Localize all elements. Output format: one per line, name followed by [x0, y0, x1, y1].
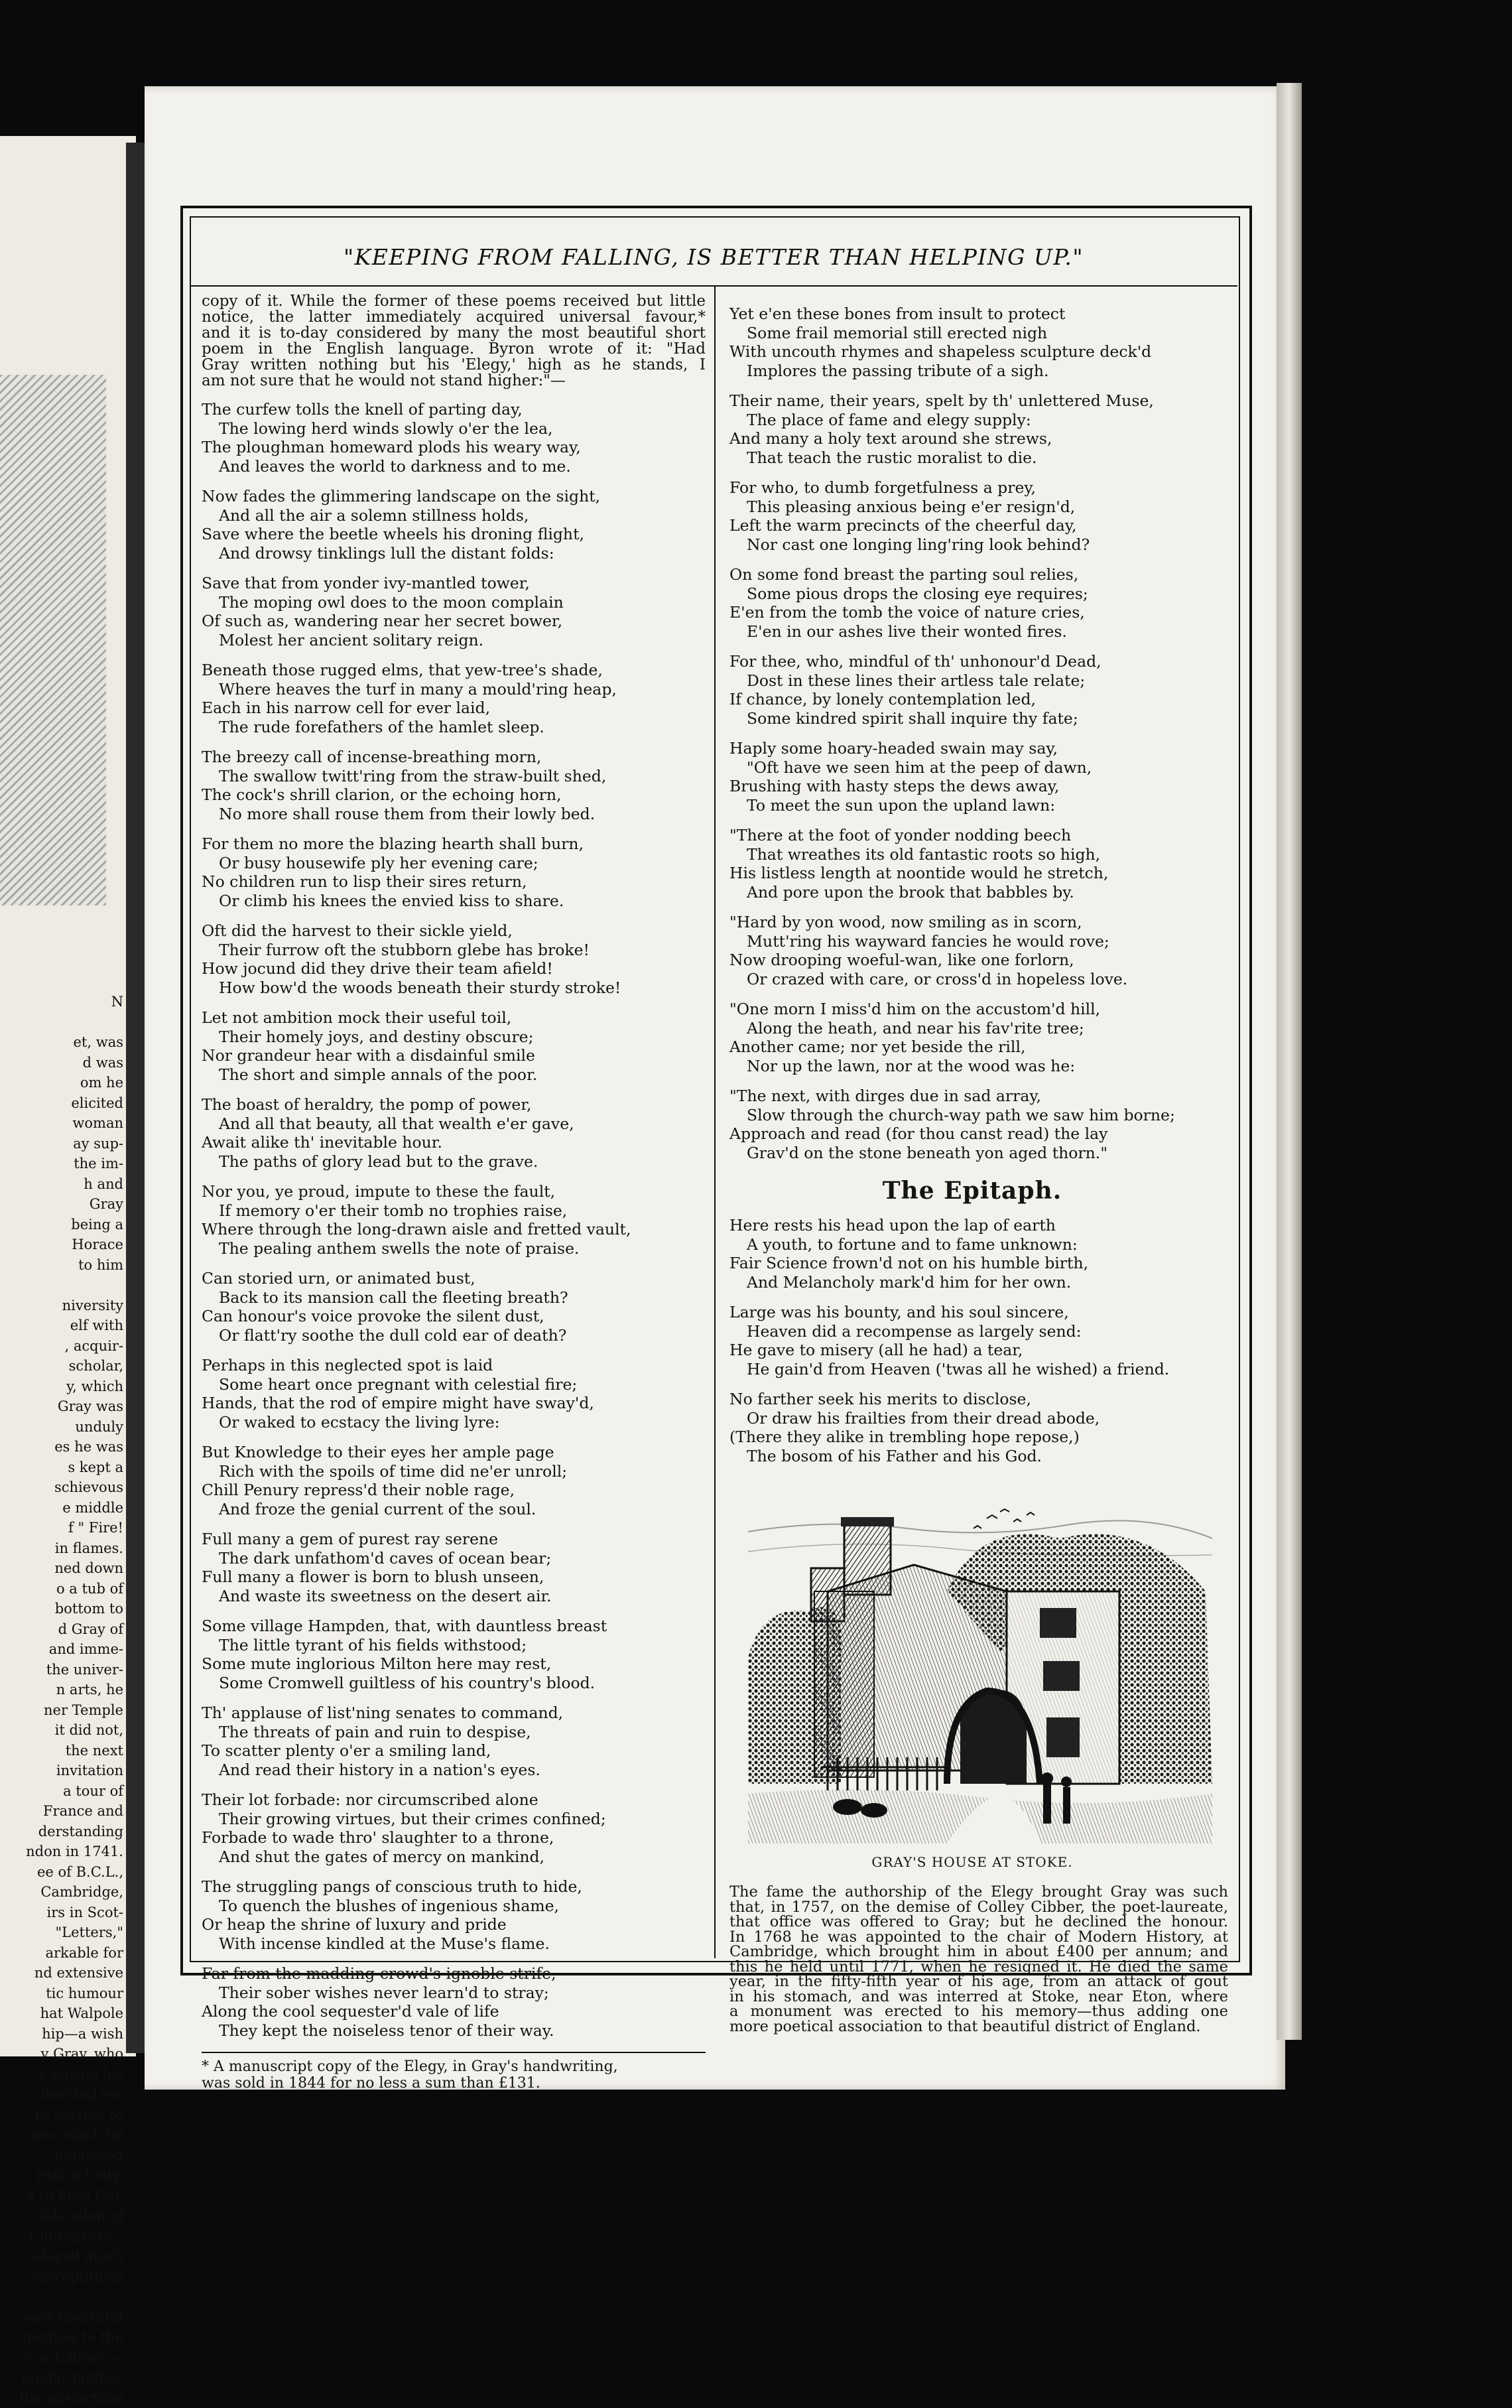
left-page-fragment: surreptitious	[4, 2267, 123, 2287]
left-page-fragment: schievous	[4, 1477, 123, 1498]
epitaph-stanza	[729, 1390, 1228, 1465]
intro-line: notice, the latter immediately acquired universal favour,*	[202, 309, 706, 325]
left-page-fragment: , acquir-	[4, 1336, 123, 1357]
verse-line: The curfew tolls the knell of parting day,	[202, 400, 706, 419]
left-page-fragment: e middle	[4, 1498, 123, 1518]
page-header-title: "KEEPING FROM FALLING, IS BETTER THAN HELPING UP."	[190, 244, 1237, 270]
verse-line: Await alike th' inevitable hour.	[202, 1133, 706, 1152]
verse-line: Full many a gem of purest ray serene	[202, 1530, 706, 1549]
left-page-fragment: hat Walpole	[4, 2003, 123, 2024]
left-page-fragment: e during his	[4, 2064, 123, 2085]
right-column	[729, 293, 1228, 2034]
verse-line: The breezy call of incense-breathing morn,	[202, 748, 706, 767]
verse-line: And leaves the world to darkness and to me.	[202, 457, 706, 476]
elegy-stanza	[202, 1877, 706, 1953]
bio-line: Cambridge, which brought him in about £400 per annum; and	[729, 1944, 1228, 1960]
epitaph-heading: The Epitaph.	[716, 1177, 1228, 1205]
verse-line: Full many a flower is born to blush unseen,	[202, 1568, 706, 1587]
verse-line: Now fades the glimmering landscape on the sight,	[202, 487, 706, 506]
elegy-stanza	[202, 1617, 706, 1692]
left-page-fragment: testifies to the	[4, 2327, 123, 2348]
bio-line: more poetical association to that beautiful district of England.	[729, 2019, 1228, 2035]
verse-line: The short and simple annals of the poor.	[202, 1065, 706, 1085]
verse-line: The ploughman homeward plods his weary way,	[202, 438, 706, 457]
left-page-fragment: derstanding	[4, 1822, 123, 1842]
verse-line: Molest her ancient solitary reign.	[202, 631, 706, 650]
left-page-fragment: devoted en-	[4, 2084, 123, 2105]
left-page-fragment: elf with	[4, 1315, 123, 1336]
left-page-fragment: Cambridge,	[4, 1882, 123, 1903]
left-page-fragment: Horace	[4, 1235, 123, 1255]
elegy-stanza	[729, 304, 1228, 380]
verse-line: That wreathes its old fantastic roots so high,	[729, 845, 1228, 864]
verse-line: Dost in these lines their artless tale relate;	[729, 671, 1228, 691]
verse-line: And pore upon the brook that babbles by.	[729, 883, 1228, 902]
verse-line: Perhaps in this neglected spot is laid	[202, 1356, 706, 1375]
left-page-fragment: N	[4, 992, 123, 1012]
verse-line: With incense kindled at the Muse's flame.	[202, 1934, 706, 1954]
elegy-stanza	[202, 835, 706, 910]
biography-paragraph	[729, 1885, 1228, 2034]
verse-line: Each in his narrow cell for ever laid,	[202, 699, 706, 718]
verse-line: Some village Hampden, that, with dauntless breast	[202, 1617, 706, 1636]
verse-line: For thee, who, mindful of th' unhonour'd Dead,	[729, 652, 1228, 671]
left-page-fragment: the im-	[4, 1154, 123, 1174]
elegy-stanza	[729, 1087, 1228, 1162]
verse-line: Haply some hoary-headed swain may say,	[729, 739, 1228, 758]
verse-line: That teach the rustic moralist to die.	[729, 448, 1228, 468]
bio-line: that, in 1757, on the demise of Colley Cibber, the poet-laureate,	[729, 1900, 1228, 1915]
verse-line: He gain'd from Heaven ('twas all he wished) a friend.	[729, 1360, 1228, 1379]
left-page-fragment: h and	[4, 1174, 123, 1195]
elegy-stanza	[202, 1964, 706, 2040]
elegy-stanza	[729, 391, 1228, 467]
epitaph-stanza	[729, 1303, 1228, 1378]
verse-line: The paths of glory lead but to the grave.	[202, 1152, 706, 1171]
intro-line: am not sure that he would not stand higher:"—	[202, 373, 706, 389]
elegy-stanzas-part-two	[729, 304, 1228, 1162]
left-page-fragment: irs in Scot-	[4, 1903, 123, 1923]
elegy-stanza	[729, 826, 1228, 902]
magazine-page	[145, 86, 1285, 2090]
left-page-fragment: nes which he	[4, 2125, 123, 2145]
elegy-stanza	[202, 487, 706, 563]
verse-line: The bosom of his Father and his God.	[729, 1447, 1228, 1466]
elegy-stanzas-part-one	[202, 400, 706, 2040]
elegy-stanza	[202, 1095, 706, 1171]
verse-line: Back to its mansion call the fleeting breath?	[202, 1288, 706, 1307]
verse-line: Their growing virtues, but their crimes confined;	[202, 1810, 706, 1829]
verse-line: Can honour's voice provoke the silent dust,	[202, 1307, 706, 1326]
bio-line: that office was offered to Gray; but he declined the honour.	[729, 1914, 1228, 1930]
left-page-fragment: France and	[4, 1801, 123, 1822]
left-page-fragment: to him	[4, 1255, 123, 1276]
elegy-stanza	[202, 400, 706, 476]
left-page-fragment: " published	[4, 2145, 123, 2166]
left-page-fragment: ned down	[4, 1558, 123, 1579]
verse-line: The little tyrant of his fields withstood;	[202, 1636, 706, 1655]
verse-line: And all the air a solemn stillness holds,	[202, 506, 706, 525]
footnote-line: was sold in 1844 for no less a sum than £131.	[202, 2075, 706, 2092]
epitaph-stanza	[729, 1216, 1228, 1292]
verse-line: But Knowledge to their eyes her ample page	[202, 1443, 706, 1462]
verse-line: Their furrow oft the stubborn glebe has broke!	[202, 941, 706, 960]
verse-line: "Oft have we seen him at the peep of dawn,	[729, 758, 1228, 777]
verse-line: Their sober wishes never learn'd to stray;	[202, 1983, 706, 2003]
left-page-fragment: s kept a	[4, 1457, 123, 1478]
bio-line: year, in the fifty-fifth year of his age, from an attack of gout	[729, 1974, 1228, 1989]
elegy-stanza	[202, 1790, 706, 1866]
verse-line: The cock's shrill clarion, or the echoing horn,	[202, 785, 706, 805]
verse-line: Far from the madding crowd's ignoble strife,	[202, 1964, 706, 1983]
verse-line: To scatter plenty o'er a smiling land,	[202, 1741, 706, 1761]
verse-line: Let not ambition mock their useful toil,	[202, 1008, 706, 1028]
verse-line: Save where the beetle wheels his droning flight,	[202, 525, 706, 544]
left-page-fragment: tic humour	[4, 1983, 123, 2004]
verse-line: Nor cast one longing ling'ring look behind?	[729, 535, 1228, 555]
left-page-fragment: re carried to	[4, 2105, 123, 2125]
left-page-fragment: Churchyard,"	[4, 2226, 123, 2247]
verse-line: Left the warm precincts of the cheerful day,	[729, 516, 1228, 535]
verse-line: Mutt'ring his wayward fancies he would rove;	[729, 932, 1228, 951]
footnote-rule	[202, 2052, 706, 2053]
verse-line: No more shall rouse them from their lowly bed.	[202, 805, 706, 824]
elegy-stanza	[729, 1000, 1228, 1075]
verse-line: The boast of heraldry, the pomp of power,	[202, 1095, 706, 1114]
verse-line: Or crazed with care, or cross'd in hopeless love.	[729, 970, 1228, 989]
intro-line: poem in the English language. Byron wrote of it: "Had	[202, 341, 706, 357]
verse-line: Nor you, ye proud, impute to these the fault,	[202, 1182, 706, 1201]
elegy-stanza	[729, 478, 1228, 554]
left-page-fragment: o a tub of	[4, 1579, 123, 1599]
verse-line: Or climb his knees the envied kiss to share.	[202, 892, 706, 911]
verse-line: Heaven did a recompense as largely send:	[729, 1322, 1228, 1341]
left-page-fragment: a tour of	[4, 1781, 123, 1802]
left-page-fragment: d was	[4, 1053, 123, 1073]
verse-line: Their homely joys, and destiny obscure;	[202, 1028, 706, 1047]
verse-line: No farther seek his merits to disclose,	[729, 1390, 1228, 1409]
left-page-fragment: the misfortune	[4, 2388, 123, 2408]
verse-line: The swallow twitt'ring from the straw-built shed,	[202, 767, 706, 786]
verse-line: Th' applause of list'ning senates to command,	[202, 1704, 706, 1723]
left-page-fragment: the next	[4, 1741, 123, 1761]
verse-line: Oft did the harvest to their sickle yield,	[202, 921, 706, 941]
left-page-fragment: f " Fire!	[4, 1518, 123, 1538]
verse-line: Some kindred spirit shall inquire thy fate;	[729, 709, 1228, 728]
verse-line: How jocund did they drive their team afield!	[202, 959, 706, 978]
verse-line: And drowsy tinklings lull the distant folds:	[202, 544, 706, 563]
elegy-stanza	[729, 565, 1228, 641]
verse-line: "There at the foot of yonder nodding beech	[729, 826, 1228, 845]
column-divider	[714, 287, 716, 1958]
intro-line: and it is to-day considered by many the most beautiful short	[202, 325, 706, 341]
left-page-fragment: ee of B.C.L.,	[4, 1862, 123, 1883]
left-page-fragment: Gray	[4, 1194, 123, 1215]
left-page-fragment: and imme-	[4, 1639, 123, 1660]
bio-line: this he held until 1771, when he resigned it. He died the same	[729, 1960, 1228, 1975]
left-page-fragment: niversity	[4, 1296, 123, 1316]
verse-line: Or heap the shrine of luxury and pride	[202, 1915, 706, 1934]
verse-line: Can storied urn, or animated bust,	[202, 1269, 706, 1288]
left-page-fragment: woman	[4, 1113, 123, 1134]
verse-line: Some Cromwell guiltless of his country's blood.	[202, 1674, 706, 1693]
footnote-line: * A manuscript copy of the Elegy, in Gray's handwriting,	[202, 2058, 706, 2075]
verse-line: Along the cool sequester'd vale of life	[202, 2002, 706, 2021]
bio-line: In 1768 he was appointed to the chair of Modern History, at	[729, 1930, 1228, 1945]
left-page-fragment: being a	[4, 1215, 123, 1235]
verse-line: Forbade to wade thro' slaughter to a throne,	[202, 1828, 706, 1847]
grays-house-illustration	[748, 1492, 1212, 1843]
bio-line: The fame the authorship of the Elegy brought Gray was such	[729, 1885, 1228, 1900]
engraving-image	[748, 1492, 1212, 1843]
left-page-fragment: es he was	[4, 1437, 123, 1457]
bio-line: in his stomach, and was interred at Stoke, near Eton, where	[729, 1989, 1228, 2005]
verse-line: Chill Penury repress'd their noble rage,	[202, 1481, 706, 1500]
left-page-fragment: invitation	[4, 1761, 123, 1781]
verse-line: The place of fame and elegy supply:	[729, 411, 1228, 430]
verse-line: Along the heath, and near his fav'rite tree;	[729, 1019, 1228, 1038]
left-page-fragment: elayed much	[4, 2246, 123, 2267]
epitaph-stanzas	[729, 1216, 1228, 1465]
verse-line: If memory o'er their tomb no trophies raise,	[202, 1201, 706, 1221]
verse-line: The dark unfathom'd caves of ocean bear;	[202, 1549, 706, 1568]
verse-line: If chance, by lonely contemplation led,	[729, 690, 1228, 709]
left-page-fragment: ears mournful	[4, 2307, 123, 2328]
verse-line: He gave to misery (all he had) a tear,	[729, 1341, 1228, 1360]
verse-line: Or busy housewife ply her evening care;	[202, 854, 706, 873]
left-page-fragment: s to Eton Col-	[4, 2186, 123, 2206]
verse-line: "Hard by yon wood, now smiling as in scorn,	[729, 913, 1228, 932]
verse-line: And waste its sweetness on the desert air.	[202, 1587, 706, 1606]
elegy-stanza	[202, 1704, 706, 1779]
verse-line: To quench the blushes of ingenious shame,	[202, 1897, 706, 1916]
verse-line: Nor up the lawn, nor at the wood was he:	[729, 1057, 1228, 1076]
left-page-engraving	[0, 375, 106, 905]
left-page-fragment: nd extensive	[4, 1963, 123, 1983]
verse-line: E'en in our ashes live their wonted fires.	[729, 622, 1228, 641]
illustration-caption: GRAY'S HOUSE AT STOKE.	[716, 1854, 1228, 1870]
elegy-stanza	[729, 913, 1228, 988]
left-page-fragment: s as follows:—	[4, 2348, 123, 2368]
verse-line: No children run to lisp their sires return,	[202, 872, 706, 892]
intro-line: copy of it. While the former of these poems received but little	[202, 293, 706, 309]
verse-line: The threats of pain and ruin to despise,	[202, 1723, 706, 1742]
left-page-fragment: elicited	[4, 1093, 123, 1114]
verse-line: And many a holy text around she strews,	[729, 429, 1228, 448]
left-page-fragment	[4, 2287, 123, 2307]
left-page-fragment: Gray was	[4, 1396, 123, 1417]
left-page-fragment: the univer-	[4, 1660, 123, 1680]
verse-line: The pealing anthem swells the note of praise.	[202, 1239, 706, 1258]
left-page-text-fragments	[4, 992, 123, 2408]
elegy-stanza	[202, 661, 706, 736]
left-page-fragment: ntal activity.	[4, 2165, 123, 2186]
verse-line: Large was his bounty, and his soul sincere,	[729, 1303, 1228, 1322]
facing-left-page	[0, 136, 136, 2056]
left-page-fragment: it did not,	[4, 1720, 123, 1741]
verse-line: Grav'd on the stone beneath yon aged thorn."	[729, 1144, 1228, 1163]
verse-line: Hands, that the rod of empire might have sway'd,	[202, 1394, 706, 1413]
left-page-fragment: d Gray of	[4, 1619, 123, 1640]
left-page-fragment	[4, 1012, 123, 1033]
verse-line: Here rests his head upon the lap of earth	[729, 1216, 1228, 1235]
verse-line: Of such as, wandering near her secret bower,	[202, 612, 706, 631]
left-page-fragment: in flames.	[4, 1538, 123, 1559]
verse-line: They kept the noiseless tenor of their way.	[202, 2021, 706, 2040]
verse-line: And read their history in a nation's eyes.	[202, 1761, 706, 1780]
verse-line: Brushing with hasty steps the dews away,	[729, 777, 1228, 796]
elegy-stanza	[202, 1356, 706, 1432]
left-page-fragment: "Letters,"	[4, 1922, 123, 1943]
verse-line: And Melancholy mark'd him for her own.	[729, 1273, 1228, 1292]
left-page-fragment: om he	[4, 1073, 123, 1093]
verse-line: And froze the genial current of the soul.	[202, 1500, 706, 1519]
elegy-stanza	[202, 1530, 706, 1605]
left-page-fragment: unduly	[4, 1417, 123, 1438]
verse-line: Some frail memorial still erected nigh	[729, 324, 1228, 343]
verse-line: Another came; nor yet beside the rill,	[729, 1037, 1228, 1057]
verse-line: "The next, with dirges due in sad array,	[729, 1087, 1228, 1106]
verse-line: The rude forefathers of the hamlet sleep.	[202, 718, 706, 737]
verse-line: Implores the passing tribute of a sigh.	[729, 362, 1228, 381]
elegy-stanza	[729, 652, 1228, 728]
verse-line: Rich with the spoils of time did ne'er unroll;	[202, 1462, 706, 1481]
elegy-stanza	[202, 1269, 706, 1345]
verse-line: Yet e'en these bones from insult to protect	[729, 304, 1228, 324]
verse-line: His listless length at noontide would he stretch,	[729, 864, 1228, 883]
verse-line: Or waked to ecstacy the living lyre:	[202, 1413, 706, 1432]
footnote	[202, 2058, 706, 2092]
left-page-fragment: ndon in 1741.	[4, 1841, 123, 1862]
intro-line: Gray written nothing but his 'Elegy,' high as he stands, I	[202, 357, 706, 373]
verse-line: For them no more the blazing hearth shall burn,	[202, 835, 706, 854]
verse-line: Their lot forbade: nor circumscribed alone	[202, 1790, 706, 1810]
elegy-stanza	[202, 748, 706, 823]
left-page-fragment: ay sup-	[4, 1134, 123, 1154]
header-rule	[190, 285, 1237, 287]
verse-line: Nor grandeur hear with a disdainful smile	[202, 1046, 706, 1065]
intro-paragraph	[202, 293, 706, 389]
left-page-fragment: scholar,	[4, 1356, 123, 1376]
verse-line: E'en from the tomb the voice of nature cries,	[729, 603, 1228, 622]
verse-line: (There they alike in trembling hope repose,)	[729, 1428, 1228, 1447]
verse-line: How bow'd the woods beneath their sturdy stroke!	[202, 978, 706, 998]
left-column	[202, 293, 706, 2092]
verse-line: Beneath those rugged elms, that yew-tree's shade,	[202, 661, 706, 680]
elegy-stanza	[202, 1443, 706, 1518]
left-page-fragment: y Gray, who	[4, 2044, 123, 2064]
verse-line: With uncouth rhymes and shapeless sculpture deck'd	[729, 342, 1228, 362]
elegy-stanza	[202, 574, 706, 649]
left-page-fragment: ner Temple	[4, 1700, 123, 1721]
left-page-fragment: y, which	[4, 1376, 123, 1397]
left-page-fragment: n arts, he	[4, 1680, 123, 1700]
verse-line: For who, to dumb forgetfulness a prey,	[729, 478, 1228, 498]
verse-line: The lowing herd winds slowly o'er the lea,	[202, 419, 706, 438]
bio-line: a monument was erected to his memory—thus adding one	[729, 2004, 1228, 2019]
verse-line: Or flatt'ry soothe the dull cold ear of death?	[202, 1326, 706, 1345]
verse-line: Some mute inglorious Milton here may rest,	[202, 1654, 706, 1674]
verse-line: "One morn I miss'd him on the accustom'd hill,	[729, 1000, 1228, 1019]
verse-line: The moping owl does to the moon complain	[202, 593, 706, 612]
left-page-fragment: bottom to	[4, 1599, 123, 1619]
verse-line: And all that beauty, all that wealth e'er gave,	[202, 1114, 706, 1134]
elegy-stanza	[729, 739, 1228, 815]
verse-line: Some pious drops the closing eye requires;	[729, 584, 1228, 604]
verse-line: Where heaves the turf in many a mould'ring heap,	[202, 680, 706, 699]
verse-line: To meet the sun upon the upland lawn:	[729, 796, 1228, 815]
left-page-fragment	[4, 1275, 123, 1296]
left-page-fragment: hip—a wish	[4, 2024, 123, 2044]
elegy-stanza	[202, 1182, 706, 1258]
verse-line: On some fond breast the parting soul relies,	[729, 565, 1228, 584]
verse-line: A youth, to fortune and to fame unknown:	[729, 1235, 1228, 1254]
left-page-fragment: arkable for	[4, 1943, 123, 1964]
verse-line: Or draw his frailties from their dread abode,	[729, 1409, 1228, 1428]
verse-line: Approach and read (for thou canst read) the lay	[729, 1124, 1228, 1144]
elegy-stanza	[202, 1008, 706, 1084]
verse-line: Fair Science frown'd not on his humble birth,	[729, 1254, 1228, 1273]
verse-line: Save that from yonder ivy-mantled tower,	[202, 574, 706, 593]
left-page-fragment: tender mother	[4, 2368, 123, 2388]
verse-line: Slow through the church-way path we saw him borne;	[729, 1106, 1228, 1125]
page-edge-stack	[1277, 83, 1302, 2040]
verse-line: This pleasing anxious being e'er resign'd,	[729, 498, 1228, 517]
left-page-fragment: ublication of	[4, 2206, 123, 2226]
left-page-fragment: et, was	[4, 1032, 123, 1053]
verse-line: Now drooping woeful-wan, like one forlorn,	[729, 951, 1228, 970]
elegy-stanza	[202, 921, 706, 997]
verse-line: The struggling pangs of conscious truth to hide,	[202, 1877, 706, 1897]
verse-line: Their name, their years, spelt by th' unlettered Muse,	[729, 391, 1228, 411]
verse-line: And shut the gates of mercy on mankind,	[202, 1847, 706, 1867]
verse-line: Some heart once pregnant with celestial fire;	[202, 1375, 706, 1394]
verse-line: Where through the long-drawn aisle and fretted vault,	[202, 1220, 706, 1239]
